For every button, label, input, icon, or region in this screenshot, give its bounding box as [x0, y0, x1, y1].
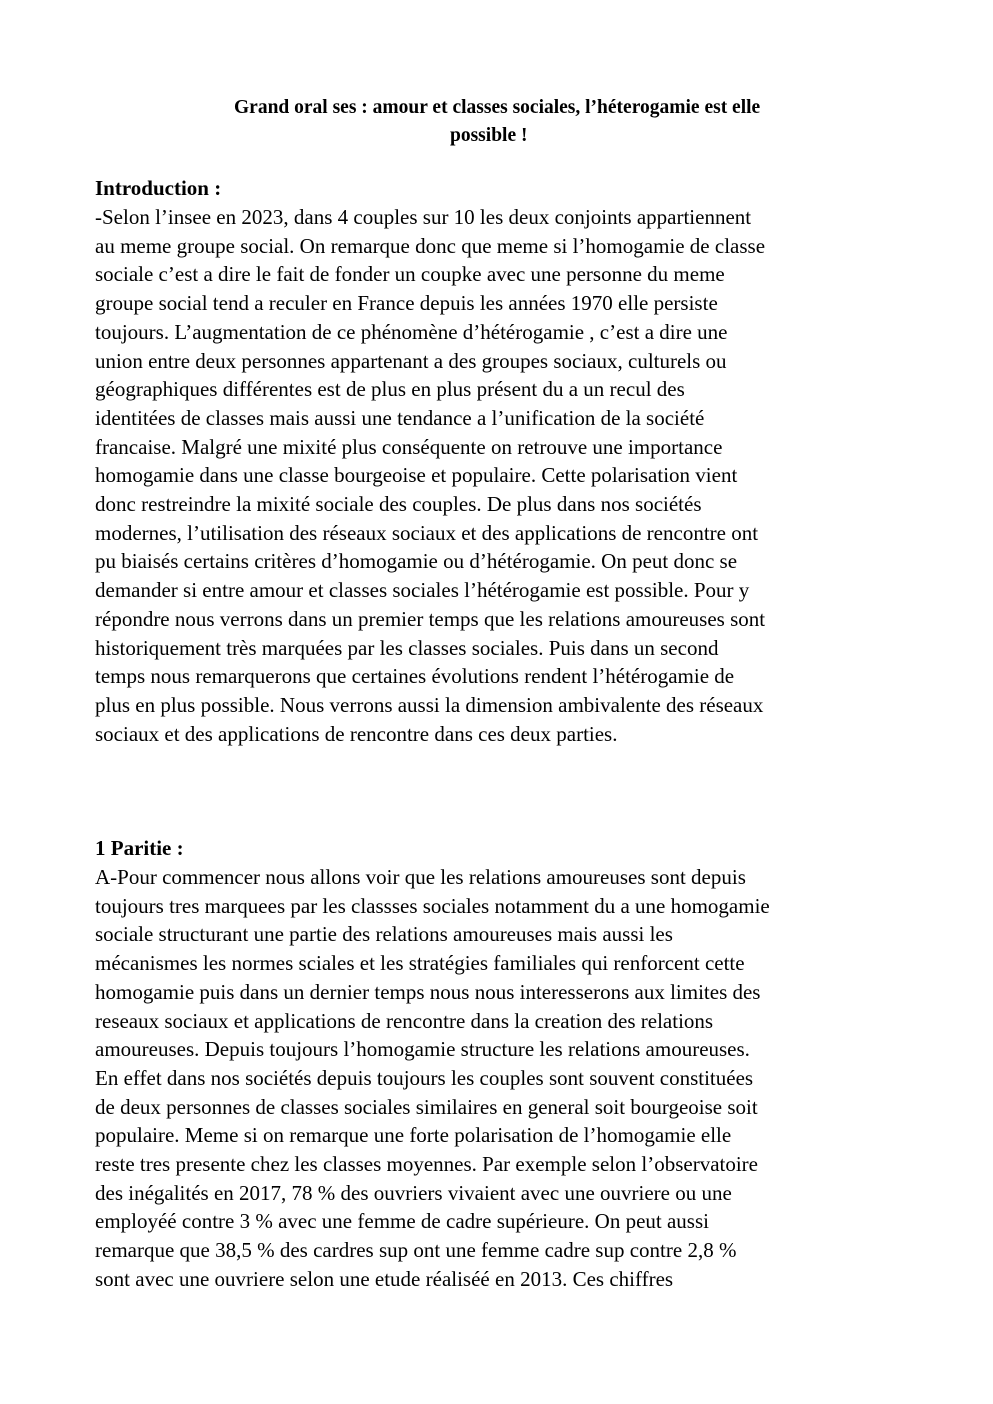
introduction-heading: Introduction :: [95, 176, 222, 200]
text-line: historiquement très marquées par les classes sociales. Puis dans un second: [95, 635, 719, 660]
text-line: employéé contre 3 % avec une femme de cadre supérieure. On peut aussi: [95, 1209, 709, 1234]
text-line: toujours. L’augmentation de ce phénomène d’hétérogamie , c’est a dire une: [95, 319, 728, 344]
text-line: au meme groupe social. On remarque donc que meme si l’homogamie de classe: [95, 233, 766, 258]
text-line: amoureuses. Depuis toujours l’homogamie structure les relations amoureuses.: [95, 1037, 750, 1062]
text-line: toujours tres marquees par les classses sociales notamment du a une homogamie: [95, 893, 770, 918]
text-line: A-Pour commencer nous allons voir que les relations amoureuses sont depuis: [95, 865, 746, 889]
text-line: groupe social tend a reculer en France depuis les années 1970 elle persiste: [95, 291, 718, 316]
text-line: homogamie puis dans un dernier temps nous nous interesserons aux limites des: [95, 979, 761, 1004]
text-line: plus en plus possible. Nous verrons aussi la dimension ambivalente des réseaux: [95, 692, 764, 717]
text-line: reseaux sociaux et applications de rencontre dans la creation des relations: [95, 1008, 714, 1033]
text-line: En effet dans nos sociétés depuis toujours les couples sont souvent constituées: [95, 1065, 754, 1090]
text-line: reste tres presente chez les classes moyennes. Par exemple selon l’observatoire: [95, 1152, 758, 1177]
text-line: sociale c’est a dire le fait de fonder un coupke avec une personne du meme: [95, 262, 725, 287]
introduction-paragraph: [95, 203, 765, 748]
text-line: homogamie dans une classe bourgeoise et populaire. Cette polarisation vient: [95, 463, 738, 488]
text-line: temps nous remarquerons que certaines évolutions rendent l’hétérogamie de: [95, 664, 735, 689]
text-line: -Selon l’insee en 2023, dans 4 couples sur 10 les deux conjoints appartiennent: [95, 205, 752, 229]
partie1-heading: 1 Paritie :: [95, 836, 184, 860]
partie1-paragraph: [95, 863, 770, 1294]
text-line: populaire. Meme si on remarque une forte polarisation de l’homogamie elle: [95, 1123, 732, 1148]
text-line: sont avec une ouvriere selon une etude réaliséé en 2013. Ces chiffres: [95, 1266, 674, 1291]
text-line: pu biaisés certains critères d’homogamie ou d’hétérogamie. On peut donc se: [95, 549, 738, 574]
text-line: modernes, l’utilisation des réseaux sociaux et des applications de rencontre ont: [95, 520, 759, 545]
text-line: union entre deux personnes appartenant a des groupes sociaux, culturels ou: [95, 348, 727, 373]
document-title-line-1: Grand oral ses : amour et classes sociales, l’héterogamie est elle: [234, 97, 761, 118]
text-line: donc restreindre la mixité sociale des couples. De plus dans nos sociétés: [95, 492, 702, 517]
text-line: géographiques différentes est de plus en plus présent du a un recul des: [95, 377, 685, 402]
text-line: répondre nous verrons dans un premier temps que les relations amoureuses sont: [95, 606, 766, 631]
text-line: des inégalités en 2017, 78 % des ouvriers vivaient avec une ouvriere ou une: [95, 1180, 732, 1205]
document-title-line-2: possible !: [450, 125, 528, 146]
text-line: sociaux et des applications de rencontre dans ces deux parties.: [95, 721, 618, 746]
text-line: mécanismes les normes sciales et les stratégies familiales qui renforcent cette: [95, 951, 745, 976]
text-line: demander si entre amour et classes sociales l’hétérogamie est possible. Pour y: [95, 578, 750, 603]
text-line: remarque que 38,5 % des cardres sup ont une femme cadre sup contre 2,8 %: [95, 1238, 737, 1263]
text-line: sociale structurant une partie des relations amoureuses mais aussi les: [95, 922, 673, 947]
text-line: de deux personnes de classes sociales similaires en general soit bourgeoise soit: [95, 1094, 758, 1119]
text-line: identitées de classes mais aussi une tendance a l’unification de la société: [95, 405, 705, 430]
text-line: francaise. Malgré une mixité plus conséquente on retrouve une importance: [95, 434, 723, 459]
